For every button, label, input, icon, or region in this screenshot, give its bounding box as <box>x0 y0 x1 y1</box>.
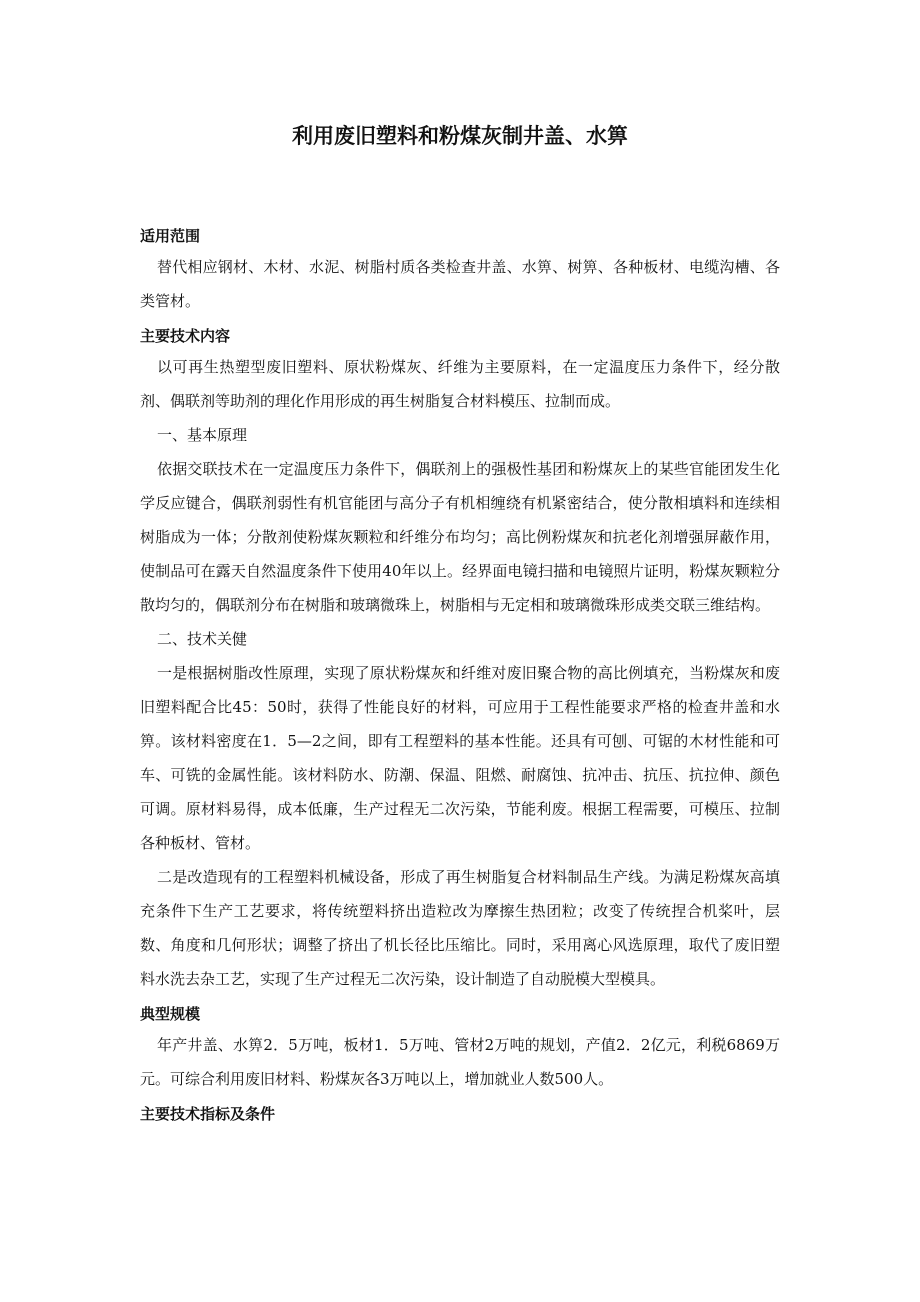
tech-subheading-key: 二、技术关健 <box>157 630 248 648</box>
document-body <box>140 222 780 1128</box>
tech-paragraph-key-one: 一是根据树脂改性原理，实现了原状粉煤灰和纤维对废旧聚合物的高比例填充，当粉煤灰和废旧塑料配合比45：50时，获得了性能良好的材料，可应用于工程性能要求严格的检查井盖和水箅。该材料密度在1．5—2之间，即有工程塑料的基本性能。还具有可刨、可锯的木材性能和可车、可铣的金属性能。该材料防水、防潮、保温、阻燃、耐腐蚀、抗冲击、抗压、抗拉伸、颜色可调。原材料易得，成本低廉，生产过程无二次污染，节能利废。根据工程需要，可模压、拉制各种板材、管材。 <box>140 664 780 852</box>
section-heading-indicators: 主要技术指标及条件 <box>140 1105 276 1123</box>
section-heading-scale: 典型规模 <box>140 1005 201 1023</box>
scale-paragraph: 年产井盖、水箅2．5万吨，板材1．5万吨、管材2万吨的规划，产值2．2亿元，利税6869万元。可综合利用废旧材料、粉煤灰各3万吨以上，增加就业人数500人。 <box>140 1036 780 1088</box>
scope-paragraph: 替代相应钢材、木材、水泥、树脂村质各类检查井盖、水箅、树箅、各种板材、电缆沟槽、各类管材。 <box>140 258 780 310</box>
tech-subheading-principle: 一、基本原理 <box>157 426 248 444</box>
tech-paragraph-intro: 以可再生热塑型废旧塑料、原状粉煤灰、纤维为主要原料，在一定温度压力条件下，经分散剂、偶联剂等助剂的理化作用形成的再生树脂复合材料模压、拉制而成。 <box>140 358 780 410</box>
tech-paragraph-key-two: 二是改造现有的工程塑料机械设备，形成了再生树脂复合材料制品生产线。为满足粉煤灰高填充条件下生产工艺要求，将传统塑料挤出造粒改为摩擦生热团粒；改变了传统捏合机桨叶，层数、角度和几何形状；调整了挤出了机长径比压缩比。同时，采用离心风选原理，取代了废旧塑料水洗去杂工艺，实现了生产过程无二次污染，设计制造了自动脱模大型模具。 <box>140 868 780 988</box>
section-heading-scope: 适用范围 <box>140 227 201 245</box>
section-heading-tech: 主要技术内容 <box>140 327 231 345</box>
tech-paragraph-principle: 依据交联技术在一定温度压力条件下，偶联剂上的强极性基团和粉煤灰上的某些官能团发生化学反应键合，偶联剂弱性有机官能团与高分子有机相缠绕有机紧密结合，使分散相填料和连续相树脂成为一体；分散剂使粉煤灰颗粒和纤维分布均匀；高比例粉煤灰和抗老化剂增强屏蔽作用，使制品可在露天自然温度条件下使用40年以上。经界面电镜扫描和电镜照片证明，粉煤灰颗粒分散均匀的，偶联剂分布在树脂和玻璃微珠上，树脂相与无定相和玻璃微珠形成类交联三维结构。 <box>140 460 780 614</box>
document-title: 利用废旧塑料和粉煤灰制井盖、水箅 <box>292 124 628 148</box>
